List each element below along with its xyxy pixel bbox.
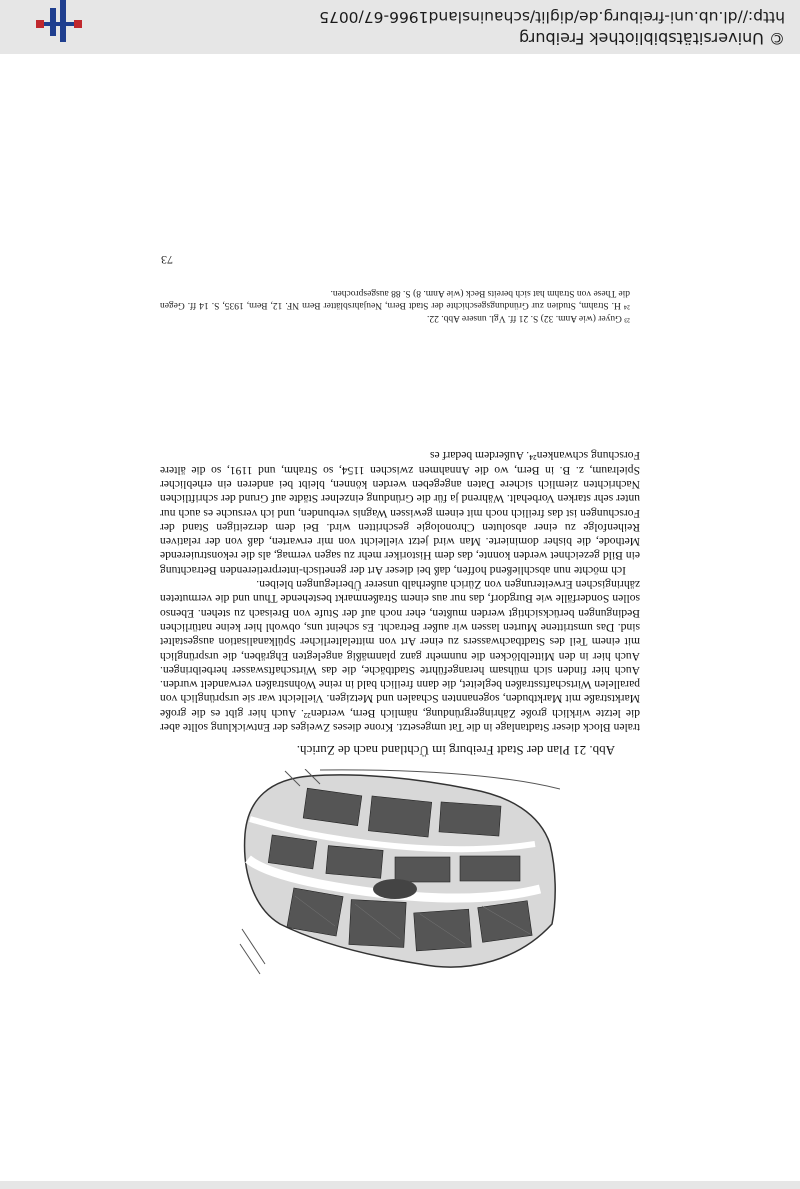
- body-text: [160, 448, 640, 734]
- footnote: ²³ Guyer (wie Anm. 32) S. 21 ff. Vgl. unsere Abb. 22.: [427, 313, 630, 323]
- paragraph: Ich möchte nun abschließend hoffen, daß bei dieser Art der genetisch-interpretierenden Betrachtung ein Bild gezeichnet werden konnte, das dem Historiker mehr zu sagen vermag, als die rekonstruierende Methode, die bisher dominierte. Man wird jetzt vielleicht von mir erwarten, daß von der relativen Reihenfolge zu einer absoluten Chronologie geschritten wird. Bei dem derzeitigen Stand der Forschungen ist das freilich noch mit einem gewissen Wagnis verbunden, und ich versuche es auch nur unter sehr starken Vorbehalt. Während ja für die Gründung einzelner Städte auf Grund der schriftlichen Nachrichten ziemlich sichere Daten angegeben werden können, bleibt bei anderen ein erheblicher Spielraum, z. B. in Bern, wo die Annahmen zwischen 1154, so Strahm, und 1191, so die ältere Forschung schwanken²⁴. Außerdem bedarf es: [160, 449, 640, 577]
- document-url[interactable]: http://dl.ub.uni-freiburg.de/diglit/schauinsland1966-67/0075: [319, 8, 785, 26]
- town-plan-figure: [235, 769, 560, 984]
- viewer-bottom-strip: [0, 1181, 800, 1189]
- figure-caption: Abb. 21 Plan der Stadt Freiburg im Üchtland nach de Zurich.: [296, 743, 615, 758]
- footnote: ²⁴ H. Strahm, Studien zur Gründungsgeschichte der Stadt Bern, Neujahrsblätter Bern NF. 12, Bern, 1935, S. 14 ff. Gegen die These von Strahm hat sich bereits Beck (wie Anm. 8) S. 88 ausgesprochen.: [160, 288, 630, 310]
- paragraph: tralen Block dieser Stadtanlage in die Tat umgesetzt. Krone dieses Zweiges der Entwicklung sollte aber die letzte wirklich große Zähringergründung, nämlich Bern, werden²². Auch hier gibt es die große Marktstraße mit Marktbuden, sogenannten Schaalen und Metzigen. Vielleicht war sie ursprünglich von parallelen Wirtschaftsstraßen begleitet, die dann freilich bald in reine Wohnstraßen verwandelt wurden. Auch hier finden sich mühsam herangeführte Stadtbäche, die das Wirtschaftswasser herbeibringen. Auch hier in den Mittelblöcken die nunmehr ganz planmäßig angelegten Ehgräben, die ursprünglich mit einem Teil des Stadtbachwassers zu einer Art von mittelalterlicher Spülkanalisation ausgestaltet sind. Das umstrittene Murten lassen wir außer Betracht. Es scheint uns, obwohl hier keine natürlichen Bedingungen berücksichtigt werden mußten, eher noch auf der Stufe von Breisach zu stehen. Ebenso sollen Sonderfälle wie Burgdorf, das nur aus einem Straßenmarkt bestehende Thun und die vermuteten zähringischen Erweiterungen von Zürich außerhalb unserer Überlegungen bleiben.: [160, 578, 640, 734]
- university-logo-icon: [36, 0, 82, 42]
- page-number: 73: [161, 253, 173, 267]
- footnotes: [160, 286, 630, 324]
- library-name: © Universitätsbibliothek Freiburg: [518, 29, 785, 48]
